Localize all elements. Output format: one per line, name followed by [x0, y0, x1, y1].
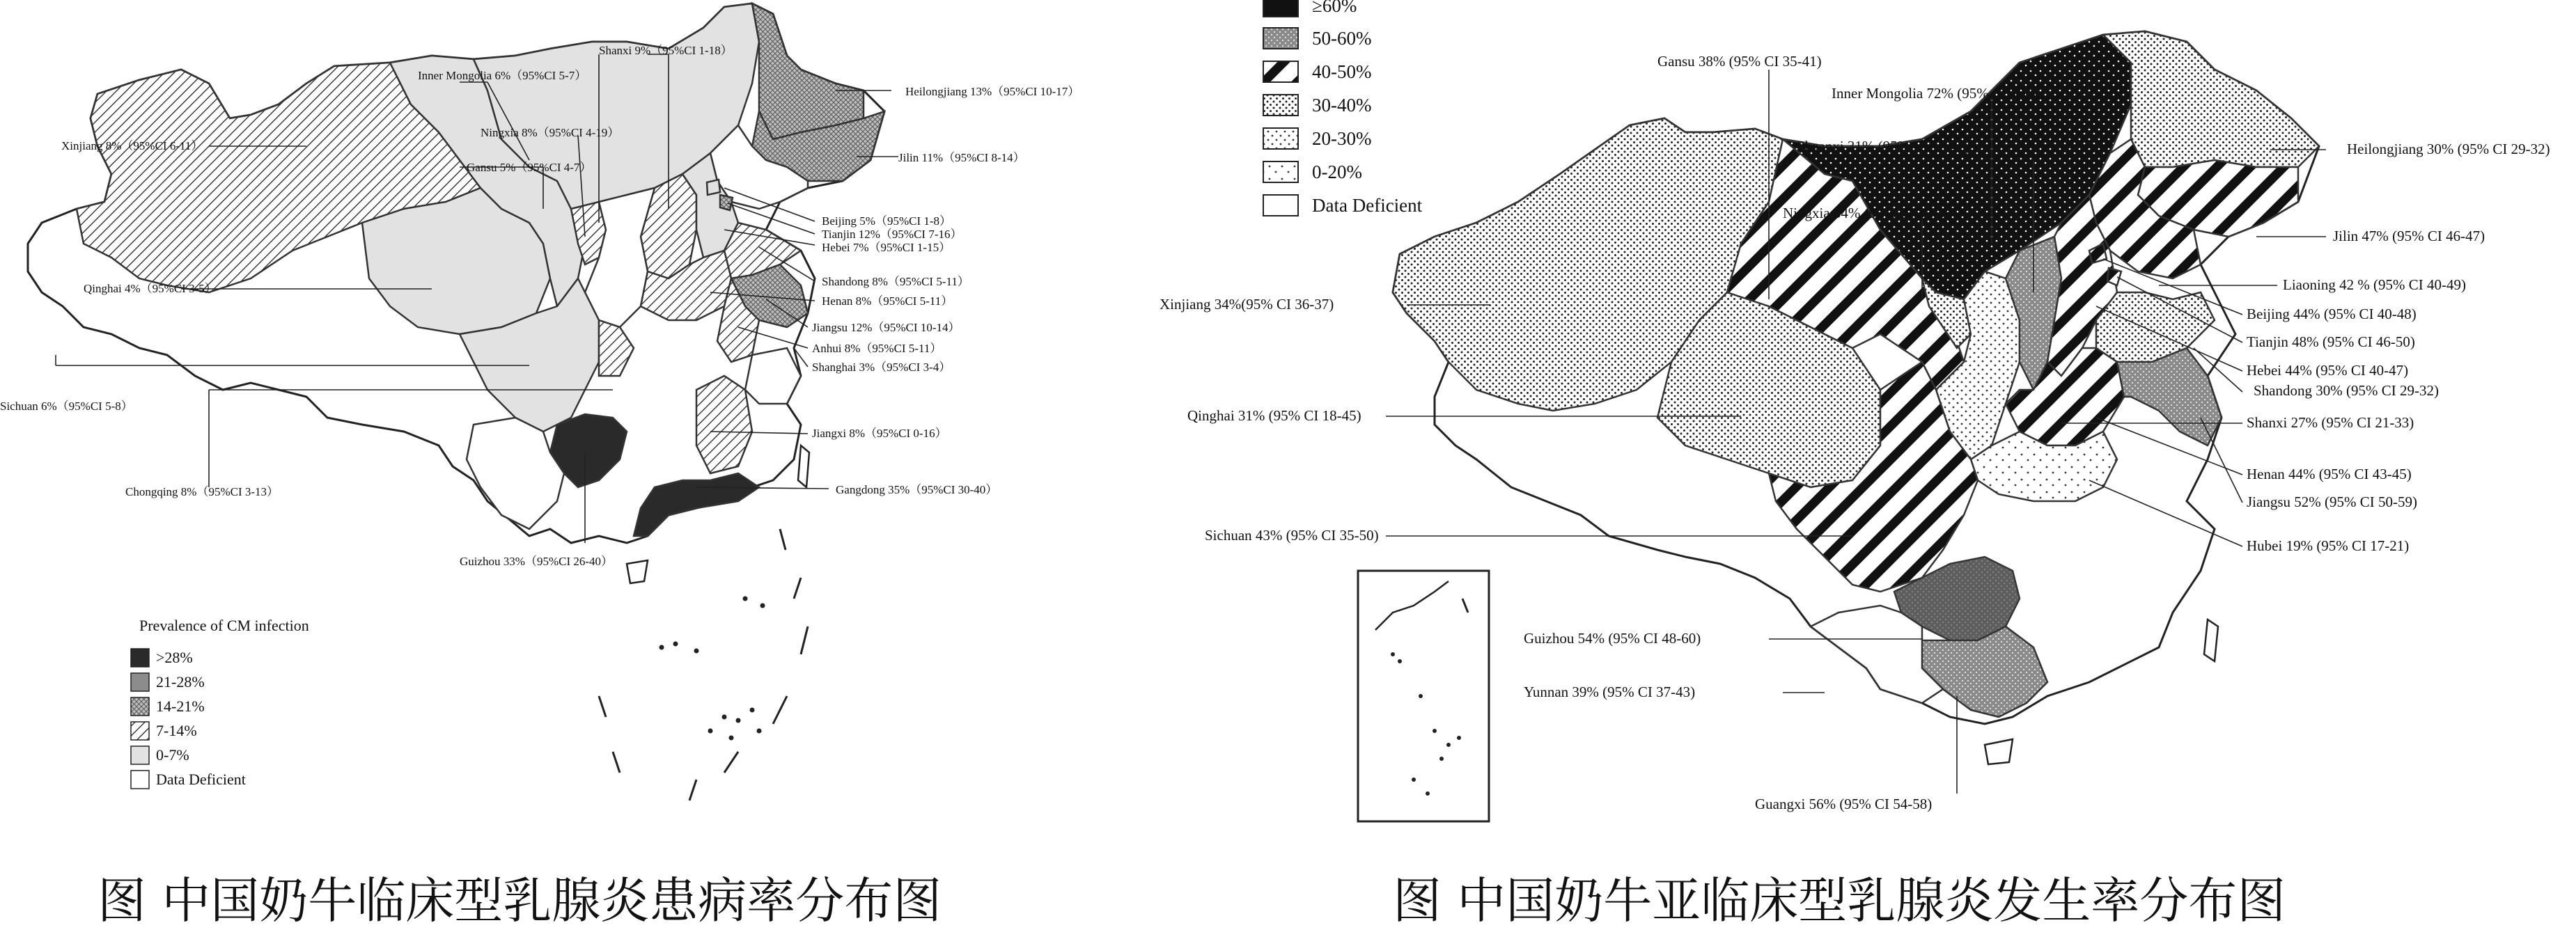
right-label-sichuan: Sichuan 43% (95% CI 35-50)	[1205, 527, 1379, 544]
right-legend-label-6: Data Deficient	[1312, 195, 1423, 216]
right-label-inner-mongolia: Inner Mongolia 72% (95% CI 60-83)	[1832, 85, 2050, 102]
left-legend-label-2: 14-21%	[156, 697, 205, 715]
left-label-anhui: Anhui 8%（95%CI 5-11）	[812, 342, 942, 355]
left-legend-label-4: 0-7%	[156, 746, 189, 764]
right-legend-swatch-2	[1263, 61, 1298, 82]
right-label-guizhou: Guizhou 54% (95% CI 48-60)	[1524, 630, 1701, 647]
left-label-chongqing: Chongqing 8%（95%CI 3-13）	[125, 485, 279, 498]
right-label-ningxia: Ningxia 34% (95% CI 33-36)	[1783, 205, 1957, 221]
left-legend-label-0: >28%	[156, 649, 193, 666]
left-label-shanxi: Shanxi 9%（95%CI 1-18）	[599, 44, 733, 57]
left-label-shandong: Shandong 8%（95%CI 5-11）	[822, 275, 969, 288]
left-label-qinghai: Qinghai 4%（95%CI 3-5）	[84, 282, 217, 295]
left-island-taiwan	[798, 445, 809, 487]
left-label-tianjin: Tianjin 12%（95%CI 7-16）	[822, 228, 962, 241]
right-label-shaanxi: Shaanxi 31% (95% CI 18-45)	[1797, 138, 1971, 155]
left-legend-swatch-2	[131, 697, 149, 716]
left-label-jiangsu: Jiangsu 12%（95%CI 10-14）	[812, 321, 960, 334]
left-label-xinjiang: Xinjiang 8%（95%CI 6-11）	[61, 139, 203, 152]
right-island-taiwan	[2204, 620, 2218, 661]
left-legend-swatch-4	[131, 746, 149, 764]
right-legend-label-0: ≥60%	[1312, 0, 1357, 16]
left-legend-label-5: Data Deficient	[156, 771, 246, 788]
left-region-tianjin	[720, 195, 733, 210]
left-region-beijing	[707, 180, 720, 195]
right-legend-swatch-4	[1263, 128, 1298, 149]
right-label-henan: Henan 44% (95% CI 43-45)	[2247, 466, 2412, 482]
right-label-shanxi: Shanxi 27% (95% CI 21-33)	[2247, 414, 2414, 431]
left-label-sichuan: Sichuan 6%（95%CI 5-8）	[0, 400, 133, 413]
right-legend-swatch-6	[1263, 195, 1298, 216]
left-label-jilin: Jilin 11%（95%CI 8-14）	[898, 151, 1025, 164]
right-label-shandong: Shandong 30% (95% CI 29-32)	[2254, 382, 2439, 399]
left-label-henan: Henan 8%（95%CI 5-11）	[822, 294, 953, 308]
right-legend-swatch-5	[1263, 161, 1298, 182]
right-label-jiangsu: Jiangsu 52% (95% CI 50-59)	[2247, 494, 2417, 510]
left-label-guizhou: Guizhou 33%（95%CI 26-40）	[460, 555, 614, 568]
right-legend-swatch-1	[1263, 28, 1298, 49]
left-label-ningxia: Ningxia 8%（95%CI 4-19）	[481, 126, 620, 139]
right-label-guangxi: Guangxi 56% (95% CI 54-58)	[1755, 796, 1933, 812]
right-label-gansu: Gansu 38% (95% CI 35-41)	[1657, 53, 1822, 70]
left-label-inner-mongolia: Inner Mongolia 6%（95%CI 5-7）	[418, 69, 587, 82]
right-legend-label-1: 50-60%	[1312, 28, 1372, 49]
right-label-qinghai: Qinghai 31% (95% CI 18-45)	[1187, 407, 1361, 424]
left-legend-title: Prevalence of CM infection	[139, 617, 309, 634]
left-label-shanghai: Shanghai 3%（95%CI 3-4）	[812, 361, 951, 374]
left-caption: 图 中国奶牛临床型乳腺炎患病率分布图	[97, 872, 942, 929]
right-label-beijing: Beijing 44% (95% CI 40-48)	[2247, 306, 2417, 322]
right-label-liaoning: Liaoning 42 % (95% CI 40-49)	[2283, 276, 2467, 293]
left-label-heilongjiang: Heilongjiang 13%（95%CI 10-17）	[905, 85, 1080, 98]
left-legend	[131, 617, 309, 789]
right-legend-swatch-0	[1263, 0, 1298, 17]
right-inset-south-sea	[1358, 571, 1489, 821]
left-label-jiangxi: Jiangxi 8%（95%CI 0-16）	[812, 427, 947, 440]
left-label-gangdong: Gangdong 35%（95%CI 30-40）	[836, 483, 998, 496]
left-label-hebei: Hebei 7%（95%CI 1-15）	[822, 241, 951, 254]
left-legend-swatch-3	[131, 722, 149, 740]
right-legend-label-5: 0-20%	[1312, 161, 1362, 182]
left-island-hainan	[627, 560, 648, 583]
right-label-yunnan: Yunnan 39% (95% CI 37-43)	[1524, 684, 1696, 700]
left-label-beijing: Beijing 5%（95%CI 1-8）	[822, 214, 952, 228]
left-label-gansu: Gansu 5%（95%CI 4-7）	[467, 161, 592, 174]
right-legend-label-2: 40-50%	[1312, 61, 1372, 82]
right-legend-label-3: 30-40%	[1312, 95, 1372, 116]
right-label-hubei: Hubei 19% (95% CI 17-21)	[2247, 537, 2410, 554]
right-legend-swatch-3	[1263, 95, 1298, 116]
right-island-hainan	[1985, 739, 2013, 764]
left-legend-swatch-1	[131, 673, 149, 691]
right-legend-label-4: 20-30%	[1312, 128, 1372, 149]
left-legend-swatch-0	[131, 649, 149, 667]
right-label-heilongjiang: Heilongjiang 30% (95% CI 29-32)	[2347, 141, 2550, 157]
right-legend	[1263, 0, 1423, 216]
right-label-hebei: Hebei 44% (95% CI 40-47)	[2247, 362, 2409, 379]
right-label-jilin: Jilin 47% (95% CI 46-47)	[2333, 228, 2485, 244]
right-caption: 图 中国奶牛亚临床型乳腺炎发生率分布图	[1393, 872, 2286, 929]
left-legend-label-3: 7-14%	[156, 722, 197, 739]
left-legend-swatch-5	[131, 771, 149, 789]
right-label-tianjin: Tianjin 48% (95% CI 46-50)	[2247, 333, 2415, 350]
left-legend-label-1: 21-28%	[156, 673, 205, 691]
right-label-xinjiang: Xinjiang 34%(95% CI 36-37)	[1160, 296, 1334, 313]
